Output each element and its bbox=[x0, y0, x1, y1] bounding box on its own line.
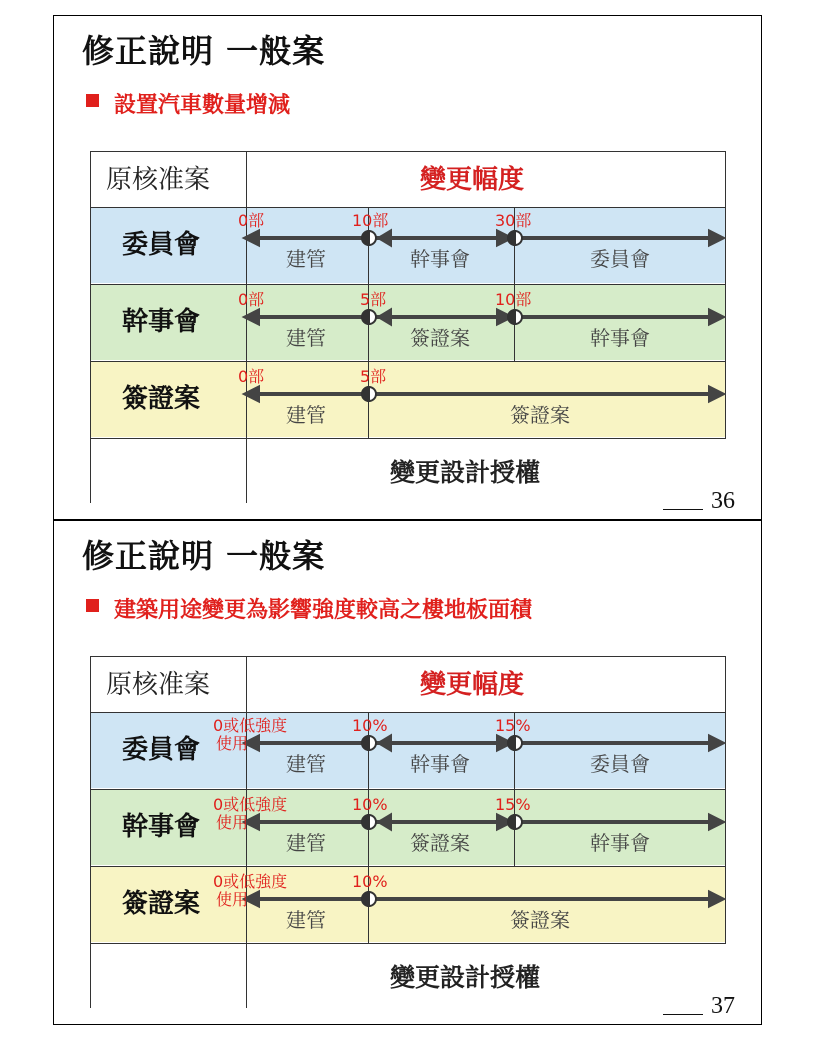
segment-label: 委員會 bbox=[590, 752, 650, 776]
row-label-secretariat: 幹事會 bbox=[122, 307, 201, 337]
threshold-label: 15% bbox=[495, 795, 531, 814]
slide-title: 修正說明 一般案 bbox=[82, 32, 326, 70]
segment-label: 建管 bbox=[286, 247, 326, 271]
segment-label: 建管 bbox=[286, 831, 326, 855]
threshold-label: 10% bbox=[352, 872, 388, 891]
threshold-label: 10部 bbox=[352, 211, 389, 230]
threshold-label-extra: 使用 bbox=[216, 813, 249, 832]
row-label-committee: 委員會 bbox=[122, 735, 201, 765]
segment-label: 幹事會 bbox=[590, 326, 650, 350]
table-footer: 變更設計授權 bbox=[390, 963, 541, 992]
segment-label: 委員會 bbox=[590, 247, 650, 271]
segment-label: 幹事會 bbox=[590, 831, 650, 855]
square-bullet-icon bbox=[86, 599, 99, 612]
threshold-label: 10% bbox=[352, 716, 388, 735]
slide-title: 修正說明 一般案 bbox=[82, 537, 326, 575]
segment-label: 幹事會 bbox=[410, 752, 470, 776]
slide-36 bbox=[53, 15, 762, 520]
row-label-certified: 簽證案 bbox=[122, 889, 201, 919]
row-label-certified: 簽證案 bbox=[122, 384, 201, 414]
slide-37 bbox=[53, 520, 762, 1025]
segment-label: 簽證案 bbox=[510, 908, 570, 932]
slide-subtitle bbox=[114, 88, 290, 119]
segment-label: 建管 bbox=[286, 326, 326, 350]
threshold-label: 5部 bbox=[360, 367, 387, 386]
authorization-table bbox=[90, 656, 726, 1008]
threshold-label: 0部 bbox=[238, 367, 265, 386]
row-label-secretariat: 幹事會 bbox=[122, 812, 201, 842]
threshold-label: 0或低強度 bbox=[213, 795, 288, 814]
row-label-committee: 委員會 bbox=[122, 230, 201, 260]
segment-label: 幹事會 bbox=[410, 247, 470, 271]
square-bullet-icon bbox=[86, 94, 99, 107]
segment-label: 建管 bbox=[286, 752, 326, 776]
header-original-approval: 原核准案 bbox=[106, 670, 211, 700]
subtitle-text: 建築用途變更為影響強度較高之樓地板面積 bbox=[114, 598, 533, 623]
threshold-label: 10部 bbox=[495, 290, 532, 309]
threshold-label: 15% bbox=[495, 716, 531, 735]
segment-label: 建管 bbox=[286, 908, 326, 932]
slide-subtitle bbox=[114, 593, 532, 624]
page-number: 36 bbox=[711, 488, 735, 514]
segment-label: 簽證案 bbox=[510, 403, 570, 427]
threshold-label: 0或低強度 bbox=[213, 716, 288, 735]
threshold-label-extra: 使用 bbox=[216, 734, 249, 753]
header-change-scope: 變更幅度 bbox=[420, 670, 525, 700]
page-number-rule bbox=[663, 509, 703, 510]
threshold-label: 0部 bbox=[238, 211, 265, 230]
segment-label: 簽證案 bbox=[410, 831, 470, 855]
threshold-label: 0部 bbox=[238, 290, 265, 309]
threshold-label-extra: 使用 bbox=[216, 890, 249, 909]
authorization-table bbox=[90, 151, 726, 503]
page-number-rule bbox=[663, 1014, 703, 1015]
header-change-scope: 變更幅度 bbox=[420, 165, 525, 195]
threshold-label: 10% bbox=[352, 795, 388, 814]
table-footer: 變更設計授權 bbox=[390, 458, 541, 487]
header-original-approval: 原核准案 bbox=[106, 165, 211, 195]
page-number: 37 bbox=[711, 993, 735, 1019]
subtitle-text: 設置汽車數量增減 bbox=[114, 93, 291, 118]
threshold-label: 0或低強度 bbox=[213, 872, 288, 891]
segment-label: 建管 bbox=[286, 403, 326, 427]
segment-label: 簽證案 bbox=[410, 326, 470, 350]
threshold-label: 30部 bbox=[495, 211, 532, 230]
threshold-label: 5部 bbox=[360, 290, 387, 309]
